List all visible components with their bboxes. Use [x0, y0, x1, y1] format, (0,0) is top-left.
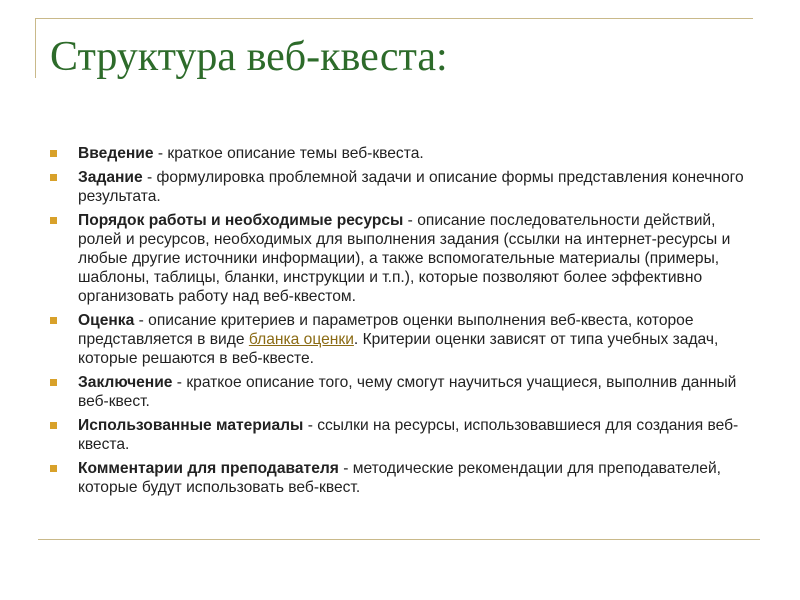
slide-title: Структура веб-квеста:: [50, 34, 448, 80]
item-text: - формулировка проблемной задачи и описание формы представления конечного результата.: [78, 169, 744, 205]
list-item-materials: [50, 416, 750, 454]
bullet-list: [50, 144, 750, 502]
item-text: - краткое описание того, чему смогут научиться учащиеся, выполнив данный веб-квест.: [78, 374, 737, 410]
list-item-teacher-comments: [50, 459, 750, 497]
item-term: Задание: [78, 169, 143, 186]
evaluation-form-link[interactable]: бланка оценки: [248, 331, 354, 348]
item-text: - ссылки на ресурсы, использовавшиеся для создания веб-квеста.: [78, 417, 739, 453]
list-item-introduction: [50, 144, 750, 163]
square-bullet-icon: [50, 150, 57, 157]
item-term: Комментарии для преподавателя: [78, 460, 339, 477]
frame-left-rule: [35, 18, 36, 78]
square-bullet-icon: [50, 379, 57, 386]
item-text: - краткое описание темы веб-квеста.: [153, 145, 424, 162]
item-term: Использованные материалы: [78, 417, 304, 434]
square-bullet-icon: [50, 217, 57, 224]
item-text: - методические рекомендации для преподавателей, которые будут использовать веб-квест.: [78, 460, 722, 496]
item-text-after-link: . Критерии оценки зависят от типа учебных задач, которые решаются в веб-квесте.: [78, 331, 719, 367]
square-bullet-icon: [50, 174, 57, 181]
item-term: Введение: [78, 145, 154, 162]
item-text: - описание последовательности действий, ролей и ресурсов, необходимых для выполнения задания (ссылки на интернет-ресурсы и любые другие источники информации), а также вспомогательные материалы (примеры, шаблоны, таблицы, бланки, инструкции и т.п.), которые позволяют более эффективно организовать работу над веб-квестом.: [78, 212, 731, 305]
list-item-task: [50, 168, 750, 206]
item-term: Заключение: [78, 374, 173, 391]
square-bullet-icon: [50, 422, 57, 429]
frame-bottom-rule: [38, 539, 760, 540]
square-bullet-icon: [50, 465, 57, 472]
list-item-process-resources: [50, 211, 750, 306]
item-term: Оценка: [78, 312, 135, 329]
list-item-evaluation: [50, 311, 750, 368]
list-item-conclusion: [50, 373, 750, 411]
item-text-before-link: - описание критериев и параметров оценки выполнения веб-квеста, которое представляется в виде: [78, 312, 694, 348]
frame-top-rule: [35, 18, 753, 19]
item-term: Порядок работы и необходимые ресурсы: [78, 212, 404, 229]
square-bullet-icon: [50, 317, 57, 324]
